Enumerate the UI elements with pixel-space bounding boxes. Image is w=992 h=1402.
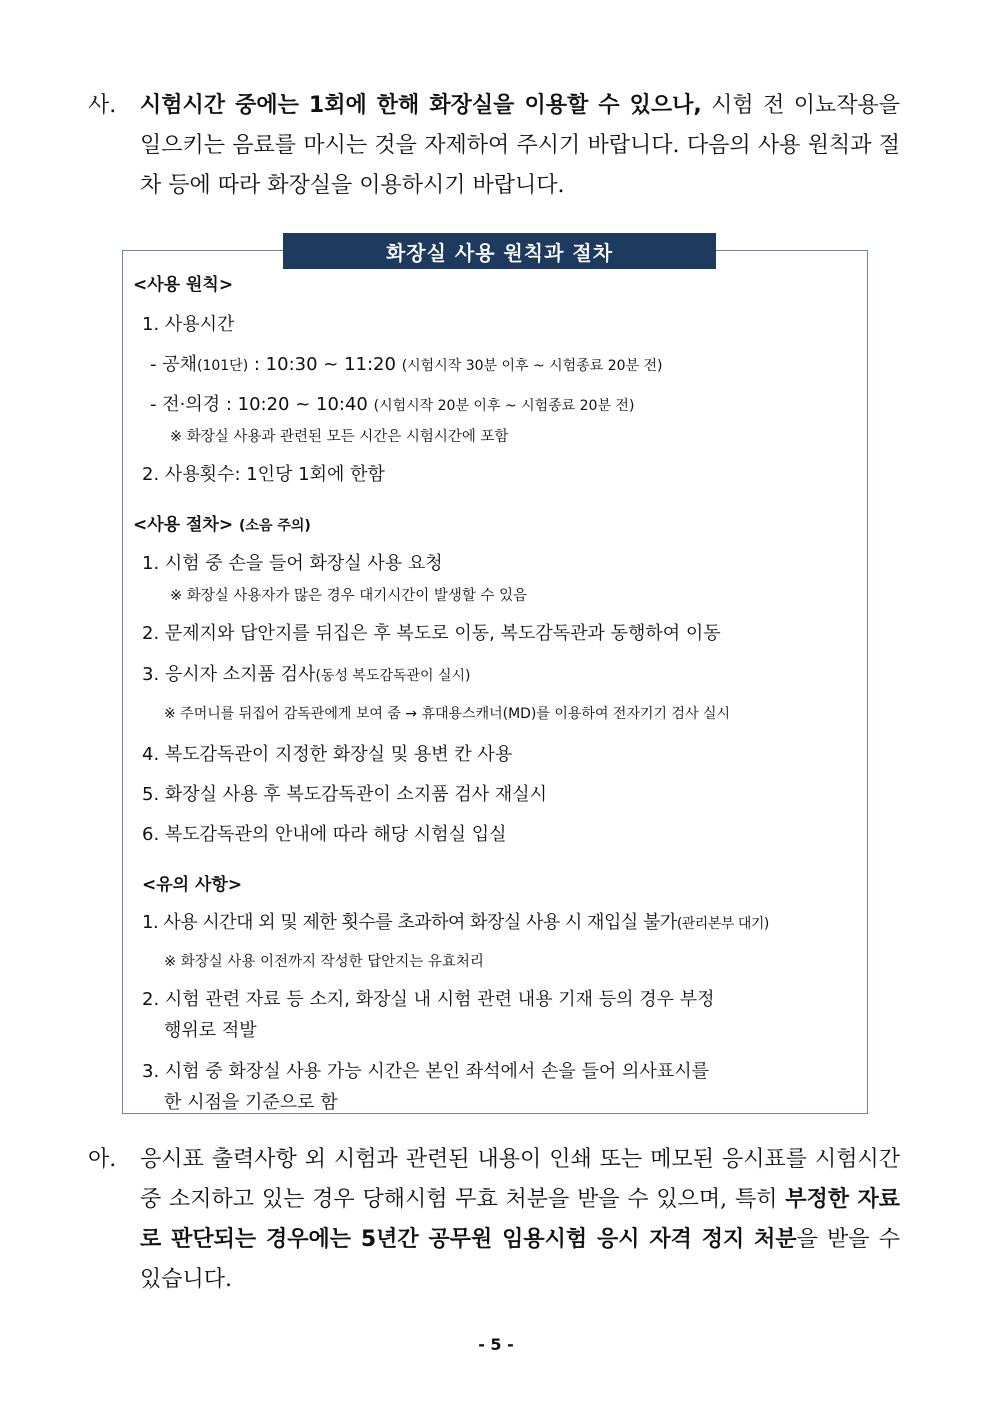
cautions-heading: <유의 사항> [142,875,243,895]
procedure-item-5: 5. 화장실 사용 후 복도감독관이 소지품 검사 재실시 [142,784,547,805]
paragraph-body [140,86,900,206]
paragraph-marker: 아. [88,1147,117,1172]
bold-text: 부정한 자료로 판단되는 경우에는 5년간 공무원 임용시험 응시 자격 정지 처분 [140,1187,901,1252]
principles-note: ※ 화장실 사용과 관련된 모든 시간은 시험시간에 포함 [170,429,509,445]
cautions-item-1: 1. 사용 시간대 외 및 제한 횟수를 초과하여 화장실 사용 시 재입실 불가(관리본부 대기) [142,912,769,933]
procedure-item-4: 4. 복도감독관이 지정한 화장실 및 용변 칸 사용 [142,744,513,765]
paragraph-a [88,1140,900,1300]
time-gongchae: - 공채(101단) : 10:30 ~ 11:20 (시험시작 30분 이후 ~ 시험종료 20분 전) [150,354,663,375]
cautions-item-2-line-1: 2. 시험 관련 자료 등 소지, 화장실 내 시험 관련 내용 기재 등의 경우 부정 [142,989,715,1010]
paragraph-body: 응시표 출력사항 외 시험과 관련된 내용이 인쇄 또는 메모된 응시표를 시험시간 중 소지하고 있는 경우 당해시험 무효 처분을 받을 수 있으며, 특히 부정한 자료로 판단되는 경우에는 5년간 공무원 임용시험 응시 자격 정지 처분을 받을 수 있습니다. [140,1147,901,1292]
paragraph-text: 시험 전 이뇨작용을 일으키는 음료를 마시는 것을 자제하여 주시기 바랍니다. 다음의 사용 원칙과 절차 등에 따라 화장실을 이용하시기 바랍니다. [140,93,900,198]
cautions-item-2-line-2: 행위로 적발 [164,1020,257,1041]
procedure-item-6: 6. 복도감독관의 안내에 따라 해당 시험실 입실 [142,824,507,845]
procedure-item-1: 1. 시험 중 손을 들어 화장실 사용 요청 [142,553,443,574]
procedure-note-3: ※ 주머니를 뒤집어 감독관에게 보여 줌 → 휴대용스캐너(MD)를 이용하여 전자기기 검사 실시 [164,706,731,722]
cautions-item-3-line-2: 한 시점을 기준으로 함 [164,1092,338,1113]
procedure-note-1: ※ 화장실 사용자가 많은 경우 대기시간이 발생할 수 있음 [170,588,528,604]
box-title: 화장실 사용 원칙과 절차 [283,233,716,269]
paragraph-marker: 사. [88,93,117,118]
bold-text: 시험시간 중에는 1회에 한해 화장실을 이용할 수 있으나, [140,93,702,118]
page-number: - 5 - [478,1335,514,1354]
principles-item-2: 2. 사용횟수: 1인당 1회에 한함 [142,464,385,485]
principles-item-1: 1. 사용시간 [142,314,235,335]
cautions-item-3-line-1: 3. 시험 중 화장실 사용 가능 시간은 본인 좌석에서 손을 들어 의사표시를 [142,1061,709,1082]
procedure-item-2: 2. 문제지와 답안지를 뒤집은 후 복도로 이동, 복도감독관과 동행하여 이동 [142,623,721,644]
principles-heading: <사용 원칙> [133,275,234,295]
procedure-heading: <사용 절차> (소음 주의) [133,515,311,535]
paragraph-sa [88,86,900,206]
cautions-note-1: ※ 화장실 사용 이전까지 작성한 답안지는 유효처리 [164,954,484,970]
procedure-item-3: 3. 응시자 소지품 검사(동성 복도감독관이 실시) [142,664,471,685]
time-jeonuigyeong: - 전·의경 : 10:20 ~ 10:40 (시험시작 20분 이후 ~ 시험종료 20분 전) [150,394,635,415]
